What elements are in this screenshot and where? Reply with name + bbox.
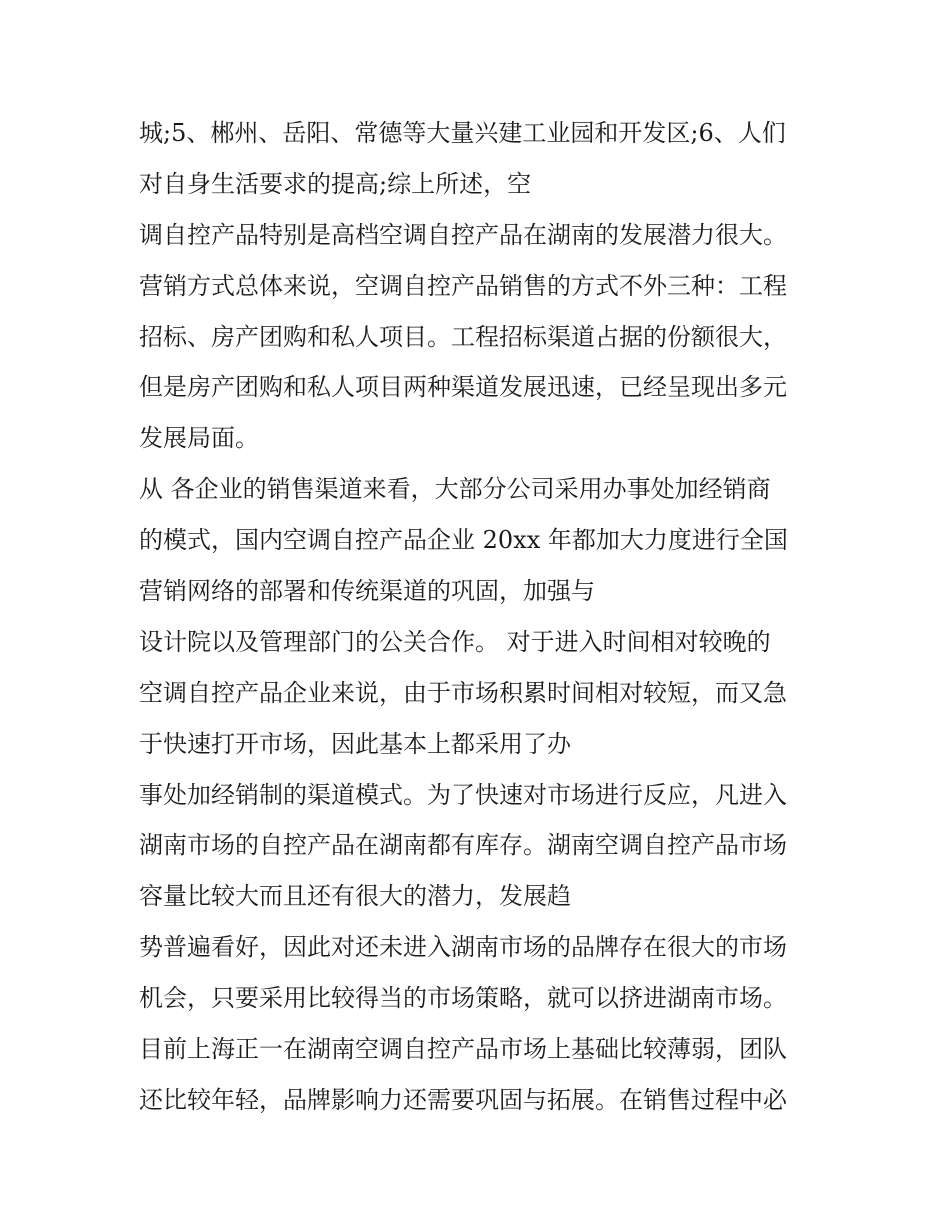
text-line: 的模式，国内空调自控产品企业 20xx 年都加大力度进行全国 (139, 526, 788, 555)
text-line: 设计院以及管理部门的公关合作。 对于进入时间相对较晚的 (139, 627, 771, 656)
text-line: 容量比较大而且还有很大的潜力，发展趋 (139, 882, 571, 911)
text-line: 营销网络的部署和传统渠道的巩固，加强与 (139, 577, 595, 606)
text-line: 调自控产品特别是高档空调自控产品在湖南的发展潜力很大。 (139, 220, 787, 249)
text-line: 城;5、郴州、岳阳、常德等大量兴建工业园和开发区;6、人们 (139, 119, 786, 147)
text-line: 目前上海正一在湖南空调自控产品市场上基础比较薄弱，团队 (139, 1035, 787, 1064)
text-line: 从 各企业的销售渠道来看，大部分公司采用办事处加经销商 (139, 475, 771, 504)
text-line: 于快速打开市场，因此基本上都采用了办 (139, 729, 571, 758)
text-line: 发展局面。 (139, 424, 259, 453)
text-line: 事处加经销制的渠道模式。为了快速对市场进行反应，凡进入 (139, 780, 787, 809)
text-line: 湖南市场的自控产品在湖南都有库存。湖南空调自控产品市场 (139, 831, 787, 860)
text-line: 招标、房产团购和私人项目。工程招标渠道占据的份额很大， (139, 322, 787, 351)
text-line: 机会，只要采用比较得当的市场策略，就可以挤进湖南市场。 (139, 984, 787, 1013)
text-line: 但是房产团购和私人项目两种渠道发展迅速，已经呈现出多元 (139, 373, 787, 402)
text-line: 营销方式总体来说，空调自控产品销售的方式不外三种：工程 (139, 271, 787, 300)
body-text (139, 108, 839, 1126)
text-line: 对自身生活要求的提高;综上所述，空 (139, 169, 532, 198)
text-line: 空调自控产品企业来说，由于市场积累时间相对较短，而又急 (139, 678, 787, 707)
text-line: 还比较年轻，品牌影响力还需要巩固与拓展。在销售过程中必 (139, 1085, 787, 1114)
text-line: 势普遍看好，因此对还未进入湖南市场的品牌存在很大的市场 (139, 933, 787, 962)
